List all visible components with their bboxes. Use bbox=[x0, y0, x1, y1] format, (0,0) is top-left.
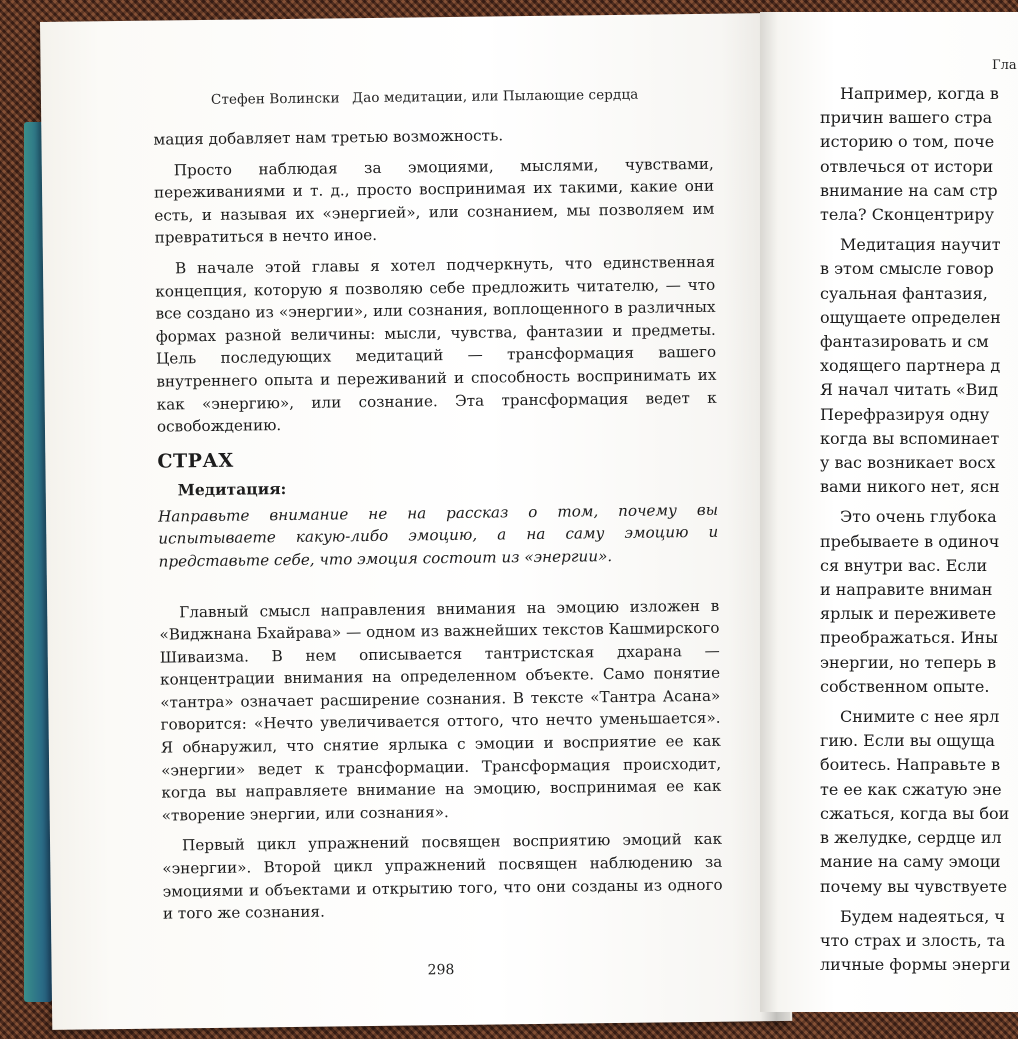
right-page-line: преображаться. Ины bbox=[820, 628, 998, 648]
right-page-line: боитесь. Направьте в bbox=[820, 755, 1001, 775]
right-page-line: почему вы чувствуете bbox=[820, 876, 1008, 896]
running-head-author: Стефен Волински bbox=[210, 90, 340, 108]
right-page-line: суальная фантазия, bbox=[820, 283, 988, 303]
right-page-line: Медитация научит bbox=[840, 235, 1001, 255]
left-page bbox=[40, 13, 792, 1030]
running-head bbox=[211, 87, 639, 108]
paragraph: Главный смысл направления внимания на эмоцию изложен в «Виджнана Бхайрава» — одном из важнейших текстов Кашмирского Шиваизма. В нем описывается тантристская дхарана — концентрации внимания на определенном объекте. Само понятие «тантра» означает расширение сознания. В тексте «Тантра Асана» говорится: «Нечто увеличивается оттого, что нечто уменьшается». Я обнаружил, что снятие ярлыка с эмоции и восприятие ее как «энергии» ведет к трансформации. Трансформация происходит, когда вы направляете внимание на эмоцию, воспринимая ее как «творение энергии, или сознания». bbox=[159, 596, 722, 825]
paragraph: мация добавляет нам третью возможность. bbox=[153, 126, 504, 149]
right-page-line: Например, когда в bbox=[840, 84, 999, 103]
right-page-line: ярлык и переживете bbox=[820, 604, 997, 624]
right-page-line: фантазировать и см bbox=[820, 332, 989, 352]
right-page-text bbox=[820, 82, 1018, 977]
right-page-line: Снимите с нее ярл bbox=[840, 707, 1000, 727]
right-page-line: в этом смысле говор bbox=[820, 259, 994, 279]
paragraph: В начале этой главы я хотел подчеркнуть, что единственная концепция, которую я позволяю себе предложить читателю, — что все создано из «энергии», или сознания, воплощенного в различных формах разной величины: мысли, чувства, фантазии и предметы. Цель последующих медитаций — трансформация вашего внутреннего опыта и переживаний и способность воспринимать их как «энергию», или сознание. Эта трансформация ведет к освобождению. bbox=[155, 252, 717, 436]
right-page-line: мание на саму эмоци bbox=[820, 852, 1001, 872]
right-page-line: ся внутри вас. Если bbox=[820, 555, 988, 575]
right-page-line: внимание на сам стр bbox=[820, 180, 998, 200]
meditation-text: Направьте внимание не на рассказ о том, почему вы испытываете какую-либо эмоцию, а на саму эмоцию и представьте себе, что эмоция состоит из «энергии». bbox=[157, 500, 719, 571]
right-page-line: историю о том, поче bbox=[820, 132, 995, 152]
right-page-line: у вас возникает восх bbox=[820, 453, 996, 473]
right-page-line: отвлечься от истори bbox=[820, 156, 994, 176]
right-page-line: гию. Если вы ощуща bbox=[820, 731, 995, 751]
right-page-line: личные формы энерги bbox=[820, 955, 1011, 975]
right-page-line: Будем надеяться, ч bbox=[840, 906, 1006, 926]
right-page-line: сжаться, когда вы бои bbox=[820, 803, 1010, 823]
paragraph: Первый цикл упражнений посвящен восприятию эмоций как «энергии». Второй цикл упражнений посвящен наблюдению за эмоциями и объектами и открытию того, что они созданы из одного и того же сознания. bbox=[162, 830, 723, 923]
right-page-line: пребываете в одиноч bbox=[820, 531, 1000, 551]
right-page-line: собственном опыте. bbox=[820, 676, 990, 696]
right-page-line: и направите вниман bbox=[820, 580, 993, 600]
right-page-line: вами никого нет, ясн bbox=[820, 477, 1000, 497]
right-page-line: тела? Сконцентриру bbox=[820, 205, 995, 225]
right-page-line: в желудке, сердце ил bbox=[820, 828, 1002, 848]
meditation-label: Медитация: bbox=[177, 478, 287, 500]
right-page-line: Я начал читать «Вид bbox=[820, 380, 998, 400]
right-page-line: причин вашего стра bbox=[820, 108, 993, 128]
right-page-line: энергии, но теперь в bbox=[820, 652, 997, 672]
right-running-head: Гла bbox=[992, 58, 1017, 73]
right-page-line: когда вы вспоминает bbox=[820, 428, 1000, 448]
left-page-text bbox=[153, 122, 723, 934]
running-head-title: Дао медитации, или Пылающие сердца bbox=[352, 86, 639, 107]
paragraph: Просто наблюдая за эмоциями, мыслями, чувствами, переживаниями и т. д., просто воспринимая их такими, какие они есть, и называя их «энергией», или сознанием, мы позволяем им превратиться в нечто иное. bbox=[153, 154, 715, 247]
right-page-line: ощущаете определен bbox=[820, 307, 1001, 327]
page-number: 298 bbox=[427, 962, 455, 979]
right-page bbox=[760, 0, 1018, 1039]
right-page-line: те ее как сжатую эне bbox=[820, 779, 1002, 799]
right-page-line: что страх и злость, та bbox=[820, 930, 1006, 950]
right-page-line: Это очень глубока bbox=[840, 507, 997, 527]
right-page-line: Перефразируя одну bbox=[820, 404, 990, 424]
section-heading: СТРАХ bbox=[157, 449, 234, 473]
right-page-line: ходящего партнера д bbox=[820, 356, 1001, 376]
